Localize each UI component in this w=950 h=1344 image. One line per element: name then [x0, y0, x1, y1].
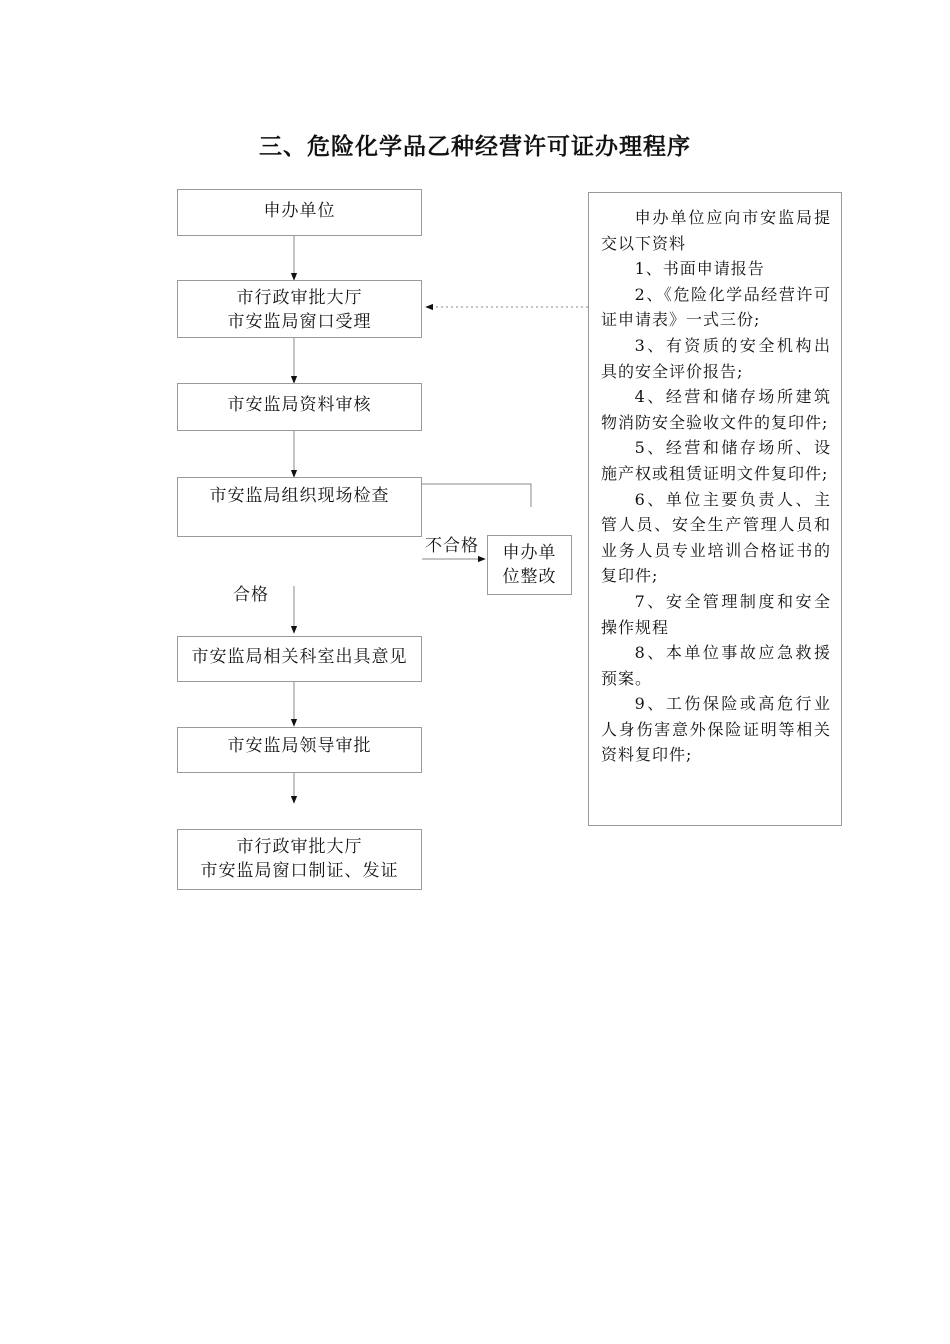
materials-item: 9、工伤保险或高危行业人身伤害意外保险证明等相关资料复印件;	[601, 694, 831, 765]
pass-label: 合格	[233, 585, 269, 605]
step-document-review: 市安监局资料审核	[177, 383, 422, 431]
materials-item: 4、经营和储存场所建筑物消防安全验收文件的复印件;	[601, 387, 831, 432]
materials-item: 8、本单位事故应急救援预案。	[601, 643, 831, 688]
materials-item: 3、有资质的安全机构出具的安全评价报告;	[601, 335, 831, 381]
step-window-accept: 市行政审批大厅 市安监局窗口受理	[177, 280, 422, 338]
materials-item: 6、单位主要负责人、主管人员、安全生产管理人员和业务人员专业培训合格证书的复印件;	[601, 489, 831, 586]
step-site-inspection: 市安监局组织现场检查	[177, 477, 422, 537]
step-leader-approval: 市安监局领导审批	[177, 727, 422, 773]
fail-label: 不合格	[425, 536, 479, 556]
step-department-opinion: 市安监局相关科室出具意见	[177, 636, 422, 682]
materials-item: 5、经营和储存场所、设施产权或租赁证明文件复印件;	[601, 438, 831, 483]
materials-list	[588, 192, 842, 826]
page-title: 三、危险化学品乙种经营许可证办理程序	[259, 134, 691, 160]
step-issue-certificate: 市行政审批大厅 市安监局窗口制证、发证	[177, 829, 422, 890]
step-rectify: 申办单 位整改	[487, 535, 572, 595]
materials-item: 1、书面申请报告	[634, 259, 765, 279]
materials-item: 7、安全管理制度和安全操作规程	[601, 591, 831, 637]
materials-item: 2、《危险化学品经营许可证申请表》一式三份;	[601, 284, 831, 330]
materials-intro: 申办单位应向市安监局提交以下资料	[601, 208, 831, 253]
step-applicant: 申办单位	[177, 189, 422, 236]
